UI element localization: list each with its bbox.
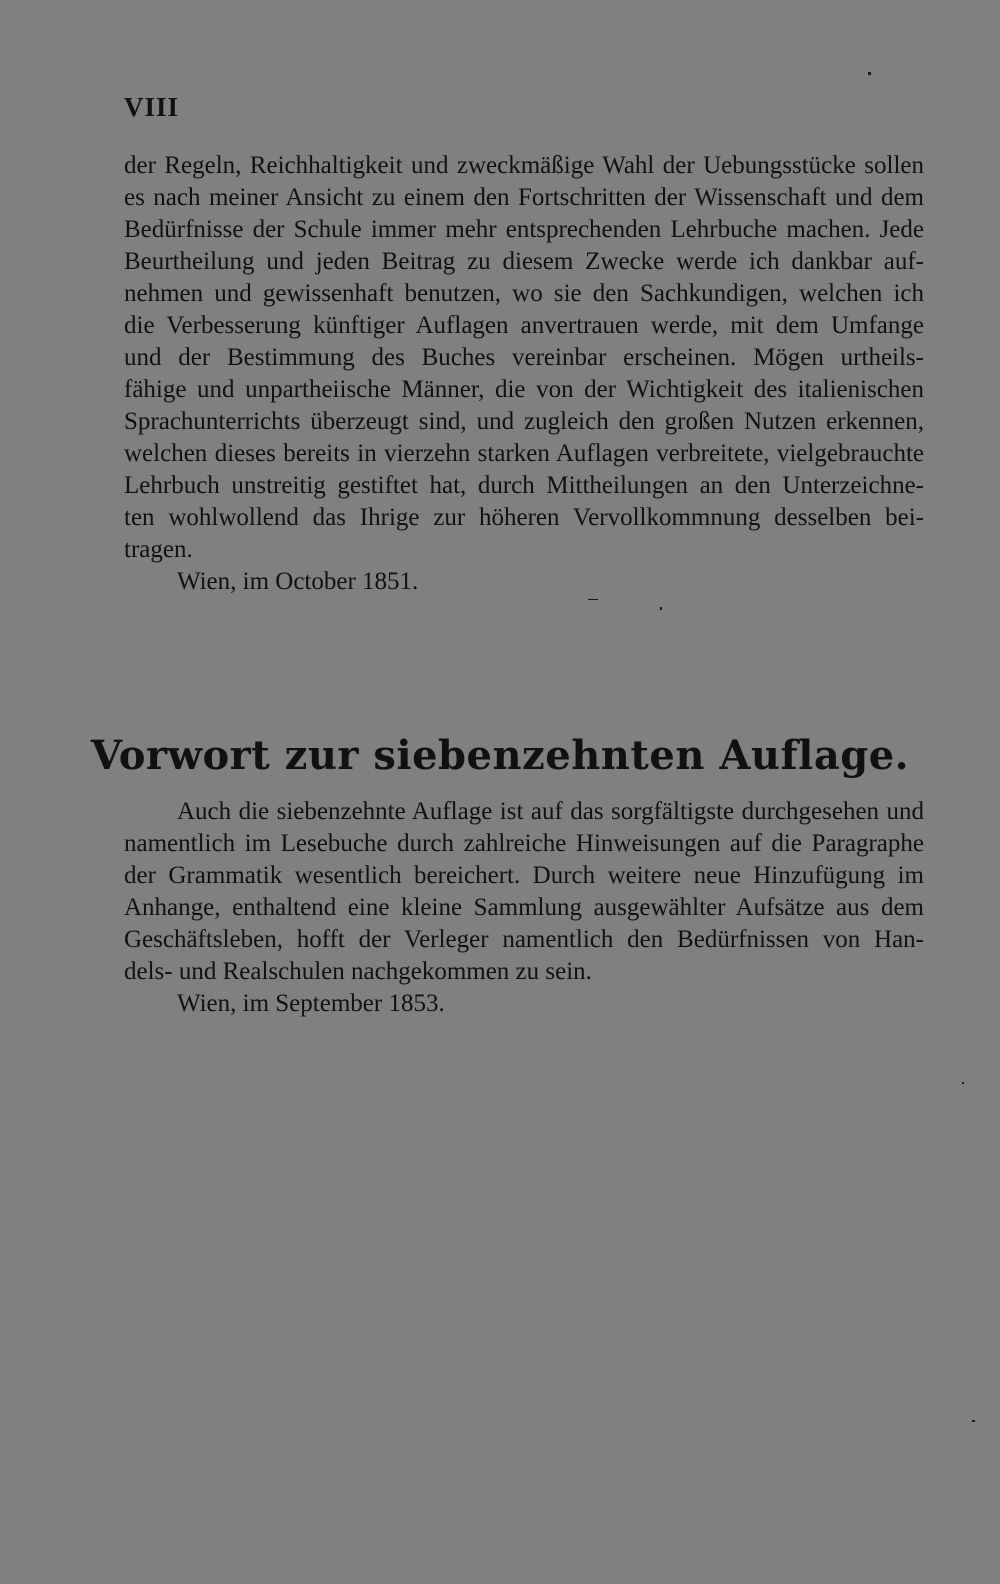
print-speck bbox=[588, 599, 598, 600]
text-line: Anhange, enthaltend eine kleine Sammlung ausgewählter Aufsätze aus dem bbox=[124, 894, 924, 921]
text-line: Beurtheilung und jeden Beitrag zu diesem Zwecke werde ich dankbar auf- bbox=[124, 248, 924, 275]
print-speck bbox=[962, 1082, 964, 1084]
text-line: fähige und unpartheiische Männer, die von der Wichtigkeit des italienischen bbox=[124, 376, 924, 403]
text-line: Lehrbuch unstreitig gestiftet hat, durch Mittheilungen an den Unterzeichne- bbox=[124, 472, 924, 499]
text-line: namentlich im Lesebuche durch zahlreiche Hinweisungen auf die Paragraphe bbox=[124, 830, 924, 857]
seventeenth-preface-body bbox=[124, 796, 924, 1020]
text-line: Sprachunterrichts überzeugt sind, und zugleich den großen Nutzen erkennen, bbox=[124, 408, 924, 435]
section-heading: Vorwort zur siebenzehnten Auflage. bbox=[90, 732, 910, 779]
text-line: Bedürfnisse der Schule immer mehr entsprechenden Lehrbuche machen. Jede bbox=[124, 216, 924, 243]
text-line: Auch die siebenzehnte Auflage ist auf das sorgfältigste durchgesehen und bbox=[177, 798, 924, 825]
preface-continuation bbox=[124, 150, 924, 598]
text-line: es nach meiner Ansicht zu einem den Fortschritten der Wissenschaft und dem bbox=[124, 184, 924, 211]
text-line: der Regeln, Reichhaltigkeit und zweckmäßige Wahl der Uebungsstücke sollen bbox=[124, 152, 924, 179]
text-line: die Verbesserung künftiger Auflagen anvertrauen werde, mit dem Umfange bbox=[124, 312, 924, 339]
text-line: ten wohlwollend das Ihrige zur höheren Vervollkommnung desselben bei- bbox=[124, 504, 924, 531]
text-line: Geschäftsleben, hofft der Verleger namentlich den Bedürfnissen von Han- bbox=[124, 926, 924, 953]
page-number: VIII bbox=[124, 92, 180, 122]
text-line: nehmen und gewissenhaft benutzen, wo sie den Sachkundigen, welchen ich bbox=[124, 280, 924, 307]
print-speck bbox=[972, 1420, 975, 1422]
signoff-1851: Wien, im October 1851. bbox=[177, 568, 419, 595]
text-line: welchen dieses bereits in vierzehn starken Auflagen verbreitete, vielgebrauchte bbox=[124, 440, 924, 467]
print-speck bbox=[660, 607, 662, 610]
text-line: tragen. bbox=[124, 536, 193, 563]
text-line: dels- und Realschulen nachgekommen zu sein. bbox=[124, 958, 592, 985]
text-line: und der Bestimmung des Buches vereinbar erscheinen. Mögen urtheils- bbox=[124, 344, 924, 371]
signoff-1853: Wien, im September 1853. bbox=[177, 990, 445, 1017]
print-speck bbox=[868, 72, 871, 75]
text-line: der Grammatik wesentlich bereichert. Durch weitere neue Hinzufügung im bbox=[124, 862, 924, 889]
